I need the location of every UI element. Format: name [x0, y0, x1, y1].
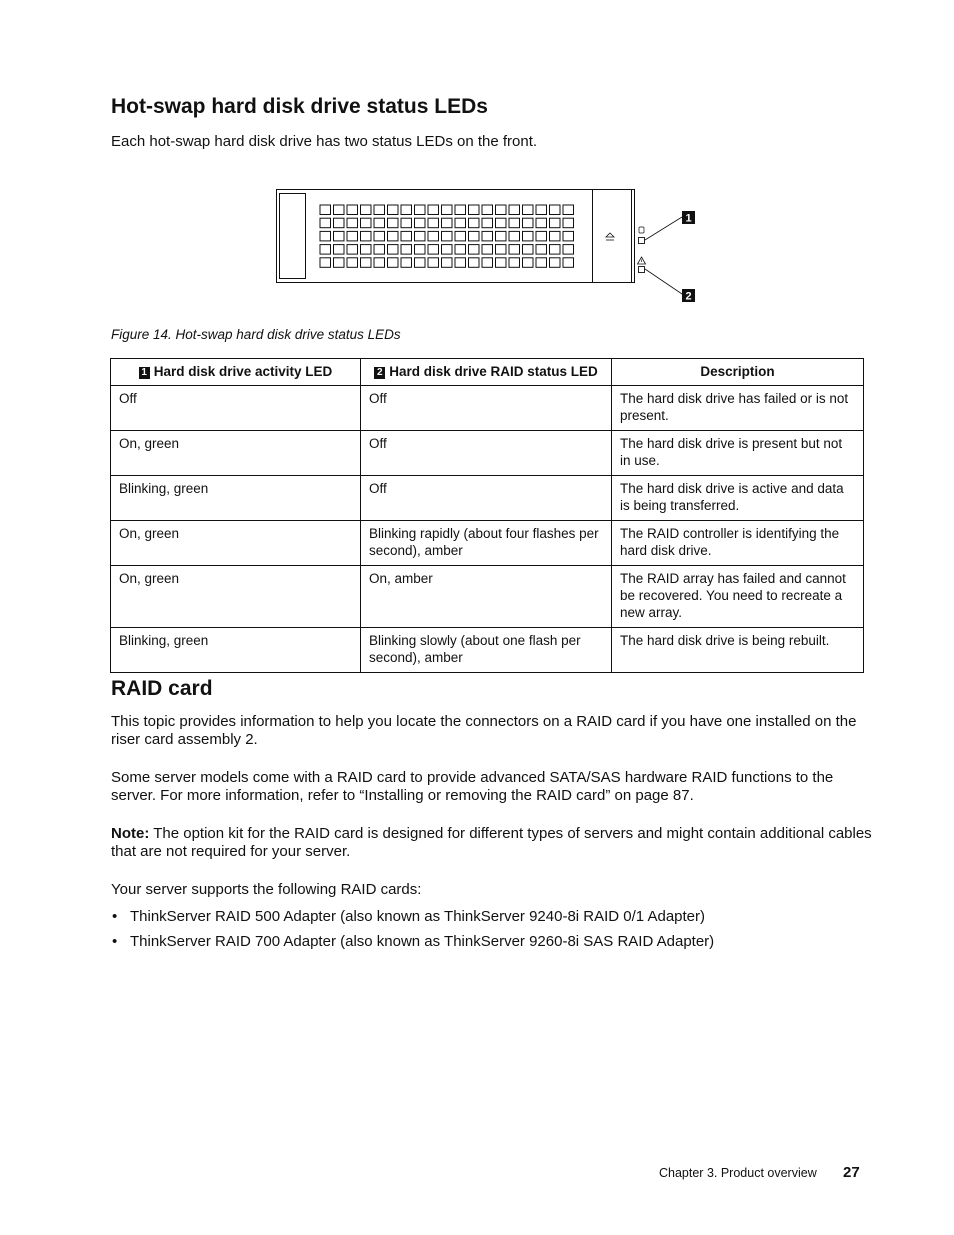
warning-icon	[638, 257, 646, 264]
table-row	[111, 566, 864, 628]
svg-text:1: 1	[685, 212, 692, 225]
leader-line-1	[645, 217, 682, 240]
vent-hole	[361, 218, 372, 228]
table-header-row	[111, 359, 864, 386]
vent-hole	[563, 258, 574, 268]
vent-hole	[536, 245, 547, 255]
vent-hole	[536, 205, 547, 215]
vent-hole	[361, 245, 372, 255]
callout-2-badge: 2	[374, 367, 385, 379]
vent-hole	[320, 231, 331, 241]
note-label: Note:	[111, 825, 150, 842]
list-item-text: ThinkServer RAID 700 Adapter (also known as ThinkServer 9260-8i SAS RAID Adapter)	[130, 933, 715, 950]
vent-hole	[388, 231, 399, 241]
header-activity-led-label: Hard disk drive activity LED	[153, 364, 333, 379]
footer-chapter: Chapter 3. Product overview	[659, 1166, 817, 1180]
vent-hole	[563, 231, 574, 241]
table-cell: On, green	[111, 431, 361, 476]
vent-hole	[536, 231, 547, 241]
note-text: The option kit for the RAID card is designed for different types of servers and might contain additional cables that are not required for your server.	[111, 825, 872, 860]
table-cell: Blinking slowly (about one flash per second), amber	[361, 628, 612, 673]
vent-hole	[550, 258, 561, 268]
vent-hole	[320, 258, 331, 268]
vent-hole	[482, 218, 493, 228]
table-cell: Off	[361, 431, 612, 476]
vent-hole	[428, 258, 439, 268]
vent-hole	[415, 205, 426, 215]
vent-hole	[428, 245, 439, 255]
list-item-text: ThinkServer RAID 500 Adapter (also known as ThinkServer 9240-8i RAID 0/1 Adapter)	[130, 908, 706, 925]
callout-1	[682, 211, 695, 225]
table-cell: Off	[111, 386, 361, 431]
vent-hole	[361, 205, 372, 215]
table-row	[111, 386, 864, 431]
vent-hole	[334, 258, 345, 268]
vent-hole	[374, 218, 385, 228]
section-heading-raid-card: RAID card	[111, 677, 213, 700]
vent-hole	[347, 231, 358, 241]
vent-hole	[442, 245, 453, 255]
vent-hole	[455, 258, 466, 268]
vent-hole	[388, 258, 399, 268]
vent-hole	[455, 231, 466, 241]
vent-hole	[563, 205, 574, 215]
vent-hole	[550, 205, 561, 215]
list-item	[111, 933, 714, 951]
vent-hole	[320, 245, 331, 255]
led-status-table	[110, 358, 864, 673]
vent-hole	[496, 245, 507, 255]
table-cell: Blinking rapidly (about four flashes per second), amber	[361, 521, 612, 566]
vent-hole	[496, 218, 507, 228]
hard-disk-drive-figure	[276, 188, 716, 303]
vent-hole	[523, 258, 534, 268]
vent-hole	[415, 258, 426, 268]
vent-hole	[428, 218, 439, 228]
list-intro: Your server supports the following RAID cards:	[111, 881, 422, 898]
vent-hole	[482, 258, 493, 268]
vent-hole	[401, 258, 412, 268]
section-heading-status-leds: Hot-swap hard disk drive status LEDs	[111, 95, 488, 118]
figure-caption: Figure 14. Hot-swap hard disk drive status LEDs	[111, 327, 401, 342]
table-row	[111, 476, 864, 521]
activity-led	[639, 238, 645, 244]
vent-hole	[374, 205, 385, 215]
header-raid-status-led-label: Hard disk drive RAID status LED	[389, 364, 598, 379]
table-cell: Blinking, green	[111, 628, 361, 673]
vent-hole	[442, 258, 453, 268]
vent-hole	[428, 205, 439, 215]
vent-hole	[550, 231, 561, 241]
vent-hole	[361, 258, 372, 268]
vent-hole	[523, 205, 534, 215]
vent-hole	[442, 205, 453, 215]
raid-status-led	[639, 267, 645, 273]
raid-card-list	[111, 908, 714, 958]
vent-hole	[563, 218, 574, 228]
raid-models-paragraph: Some server models come with a RAID card to provide advanced SATA/SAS hardware RAID functions to the server. For more information, refer to “Installing or removing the RAID card” on page 87.	[111, 769, 834, 804]
vent-hole	[401, 218, 412, 228]
vent-hole	[401, 205, 412, 215]
vent-hole	[347, 245, 358, 255]
vent-hole	[482, 231, 493, 241]
vent-hole	[334, 218, 345, 228]
vent-hole	[550, 245, 561, 255]
vent-hole	[509, 231, 520, 241]
vent-hole	[388, 218, 399, 228]
table-cell: Off	[361, 476, 612, 521]
vent-hole	[334, 231, 345, 241]
vent-hole	[469, 218, 480, 228]
raid-intro-paragraph: This topic provides information to help you locate the connectors on a RAID card if you have one installed on the riser card assembly 2.	[111, 713, 857, 748]
drive-activity-icon	[639, 227, 644, 233]
vent-hole	[401, 231, 412, 241]
table-row	[111, 521, 864, 566]
vent-hole	[320, 205, 331, 215]
vent-hole	[347, 205, 358, 215]
header-raid-status-led	[361, 359, 612, 386]
vent-hole	[347, 218, 358, 228]
table-cell: The hard disk drive is present but not in use.	[612, 431, 864, 476]
table-cell: Blinking, green	[111, 476, 361, 521]
vent-hole	[374, 245, 385, 255]
table-cell: On, amber	[361, 566, 612, 628]
vent-hole	[320, 218, 331, 228]
vent-hole	[509, 258, 520, 268]
table-cell: The hard disk drive has failed or is not present.	[612, 386, 864, 431]
vent-hole	[442, 218, 453, 228]
vent-hole	[550, 218, 561, 228]
bullet: •	[112, 908, 118, 925]
table-row	[111, 628, 864, 673]
leader-line-2	[645, 269, 682, 294]
vent-hole	[442, 231, 453, 241]
header-description: Description	[612, 359, 864, 386]
vent-hole	[482, 205, 493, 215]
vent-hole	[482, 245, 493, 255]
svg-text:2: 2	[685, 290, 692, 303]
vent-hole	[415, 218, 426, 228]
vent-hole	[455, 205, 466, 215]
vent-hole	[496, 258, 507, 268]
note-paragraph	[111, 825, 881, 861]
list-item	[111, 908, 714, 926]
drive-front-illustration	[276, 188, 716, 303]
vent-hole	[469, 231, 480, 241]
vent-hole	[415, 231, 426, 241]
vent-hole	[536, 258, 547, 268]
vent-hole	[469, 258, 480, 268]
table-cell: The RAID array has failed and cannot be recovered. You need to recreate a new array.	[612, 566, 864, 628]
vent-hole	[509, 245, 520, 255]
vent-hole	[347, 258, 358, 268]
vent-hole	[455, 218, 466, 228]
table-cell: The hard disk drive is being rebuilt.	[612, 628, 864, 673]
callout-2	[682, 289, 695, 303]
vent-hole	[361, 231, 372, 241]
vent-hole	[388, 245, 399, 255]
vent-hole	[455, 245, 466, 255]
callout-1-badge: 1	[139, 367, 150, 379]
vent-hole	[334, 205, 345, 215]
table-cell: On, green	[111, 566, 361, 628]
table-cell: The RAID controller is identifying the hard disk drive.	[612, 521, 864, 566]
header-activity-led	[111, 359, 361, 386]
table-row	[111, 431, 864, 476]
vent-hole	[401, 245, 412, 255]
vent-hole	[523, 218, 534, 228]
vent-hole	[536, 218, 547, 228]
vent-hole	[496, 231, 507, 241]
table-cell: On, green	[111, 521, 361, 566]
vent-hole	[509, 218, 520, 228]
vent-hole	[469, 205, 480, 215]
vent-hole	[334, 245, 345, 255]
vent-hole	[374, 231, 385, 241]
vent-hole	[523, 245, 534, 255]
vent-hole	[496, 205, 507, 215]
vent-hole	[563, 245, 574, 255]
table-cell: Off	[361, 386, 612, 431]
vent-hole	[374, 258, 385, 268]
intro-paragraph: Each hot-swap hard disk drive has two status LEDs on the front.	[111, 133, 538, 150]
vent-hole	[523, 231, 534, 241]
vent-hole	[509, 205, 520, 215]
bullet: •	[112, 933, 118, 950]
page-number: 27	[843, 1164, 860, 1181]
vent-hole	[469, 245, 480, 255]
vent-hole	[415, 245, 426, 255]
vent-hole	[428, 231, 439, 241]
vent-hole	[388, 205, 399, 215]
table-cell: The hard disk drive is active and data is being transferred.	[612, 476, 864, 521]
